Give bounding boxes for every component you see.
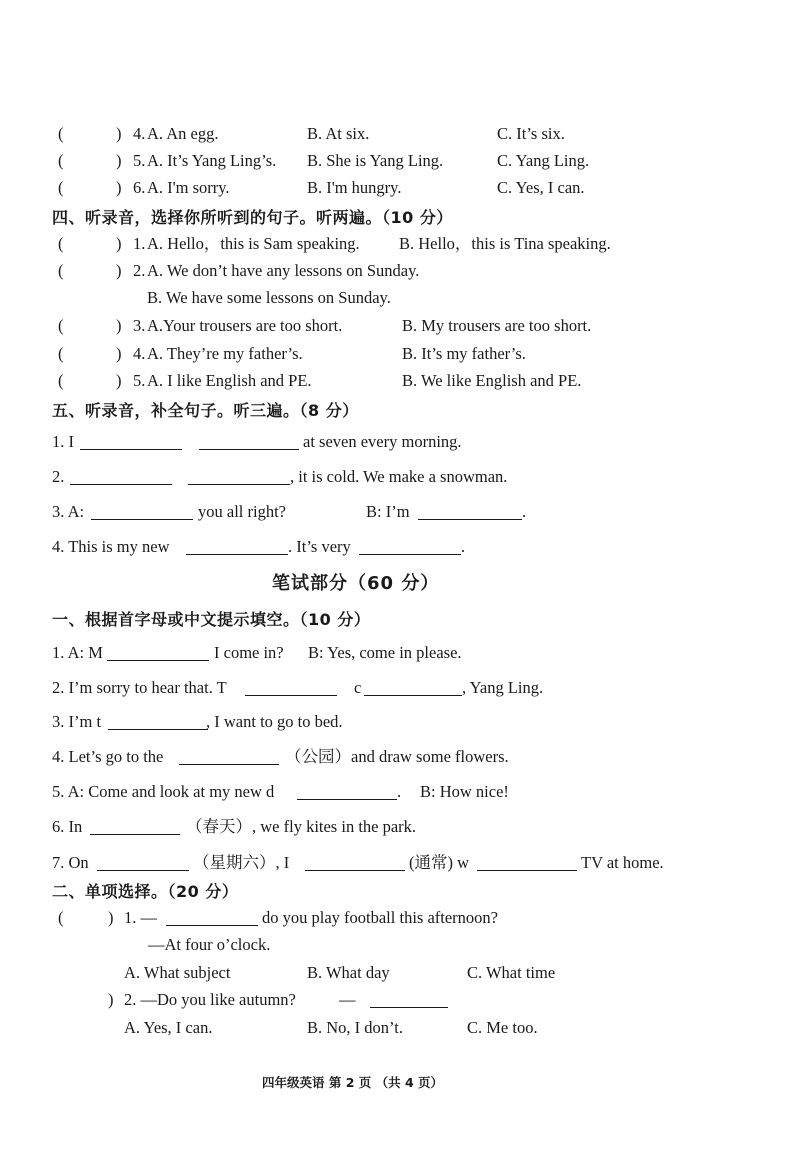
question-number: 5. bbox=[133, 151, 146, 170]
answer-blank[interactable] bbox=[359, 539, 461, 555]
section-heading: 五、听录音，补全句子。听三遍。（8 分） bbox=[52, 401, 359, 420]
answer-paren-close: ) bbox=[116, 316, 122, 335]
section-heading: 四、听录音，选择你所听到的句子。听两遍。（10 分） bbox=[52, 208, 453, 227]
answer-paren-open: ( bbox=[58, 124, 64, 143]
sentence-end: , it is cold. We make a snowman. bbox=[290, 467, 508, 486]
reply-start: B: I’m bbox=[366, 502, 410, 521]
option-b: B. At six. bbox=[307, 124, 370, 143]
sentence-start: 5. A: Come and look at my new d bbox=[52, 782, 275, 801]
section-heading: 二、单项选择。（20 分） bbox=[52, 882, 239, 901]
answer-blank[interactable] bbox=[90, 819, 180, 835]
option-a: A. An egg. bbox=[147, 124, 219, 143]
option-c: C. What time bbox=[467, 963, 556, 982]
option-b: B. Hello，this is Tina speaking. bbox=[399, 234, 611, 253]
question-number: 6. bbox=[133, 178, 146, 197]
answer-blank[interactable] bbox=[166, 910, 258, 926]
answer-paren-close: ) bbox=[108, 908, 114, 927]
sentence-middle: c bbox=[354, 678, 362, 697]
option-c: C. Yes, I can. bbox=[497, 178, 585, 197]
option-b: B. My trousers are too short. bbox=[402, 316, 592, 335]
option-c: C. Me too. bbox=[467, 1018, 538, 1037]
answer-blank[interactable] bbox=[91, 504, 193, 520]
dash: — bbox=[339, 990, 356, 1009]
sentence-start: 2. I’m sorry to hear that. T bbox=[52, 678, 227, 697]
question-number: 4. bbox=[133, 344, 146, 363]
reply: B: How nice! bbox=[420, 782, 509, 801]
part-title: 笔试部分（60 分） bbox=[272, 573, 440, 594]
sentence-middle-2: (通常) w bbox=[409, 853, 470, 872]
question-text: do you play football this afternoon? bbox=[262, 908, 498, 927]
answer-blank[interactable] bbox=[179, 749, 279, 765]
reply: B: Yes, come in please. bbox=[308, 643, 462, 662]
question-number: 1. — bbox=[124, 908, 157, 927]
option-a: A. Hello，this is Sam speaking. bbox=[147, 234, 360, 253]
option-b: B. No, I don’t. bbox=[307, 1018, 403, 1037]
sentence-middle: （星期六）, I bbox=[193, 853, 290, 872]
sentence-end: . bbox=[461, 537, 466, 556]
sentence-start: 4. Let’s go to the bbox=[52, 747, 164, 766]
answer-paren-open: ( bbox=[58, 371, 64, 390]
question-number: 3. bbox=[133, 316, 146, 335]
section-heading: 一、根据首字母或中文提示填空。（10 分） bbox=[52, 610, 371, 629]
answer-paren-close: ) bbox=[116, 178, 122, 197]
answer-paren-close: ) bbox=[116, 234, 122, 253]
question-number: 5. bbox=[133, 371, 146, 390]
option-a: A. I like English and PE. bbox=[147, 371, 312, 390]
option-a: A. They’re my father’s. bbox=[147, 344, 303, 363]
option-a: A. Yes, I can. bbox=[124, 1018, 213, 1037]
answer-paren-open: ( bbox=[58, 151, 64, 170]
answer-paren-close: ) bbox=[116, 151, 122, 170]
sentence-middle: you all right? bbox=[198, 502, 286, 521]
sentence-start: 1. I bbox=[52, 432, 74, 451]
option-b: B. We like English and PE. bbox=[402, 371, 582, 390]
question-number: 2. bbox=[133, 261, 146, 280]
sentence-end: , I want to go to bed. bbox=[206, 712, 343, 731]
option-a: A.Your trousers are too short. bbox=[147, 316, 343, 335]
answer-paren-open: ( bbox=[58, 316, 64, 335]
sentence-end: at seven every morning. bbox=[303, 432, 462, 451]
answer-paren-open: ( bbox=[58, 178, 64, 197]
option-b: B. We have some lessons on Sunday. bbox=[147, 288, 391, 307]
sentence-start: 7. On bbox=[52, 853, 89, 872]
answer-blank[interactable] bbox=[108, 714, 208, 730]
answer-blank[interactable] bbox=[107, 645, 209, 661]
option-b: B. What day bbox=[307, 963, 390, 982]
option-b: B. I'm hungry. bbox=[307, 178, 402, 197]
answer-blank[interactable] bbox=[370, 992, 448, 1008]
question-text: 2. —Do you like autumn? bbox=[124, 990, 296, 1009]
sentence-end: （公园）and draw some flowers. bbox=[285, 747, 509, 766]
answer-paren-open: ( bbox=[58, 908, 64, 927]
option-a: A. What subject bbox=[124, 963, 231, 982]
answer-blank[interactable] bbox=[80, 434, 182, 450]
answer-paren-close: ) bbox=[116, 261, 122, 280]
question-number: 1. bbox=[133, 234, 146, 253]
answer-blank[interactable] bbox=[97, 855, 189, 871]
answer-blank[interactable] bbox=[305, 855, 405, 871]
page-footer: 四年级英语 第 2 页 （共 4 页） bbox=[262, 1075, 444, 1090]
answer-blank[interactable] bbox=[418, 504, 522, 520]
answer-blank[interactable] bbox=[477, 855, 577, 871]
answer-paren-open: ( bbox=[58, 344, 64, 363]
answer-text: —At four o’clock. bbox=[148, 935, 271, 954]
answer-blank[interactable] bbox=[364, 680, 462, 696]
answer-paren-close: ) bbox=[116, 344, 122, 363]
sentence-start: 1. A: M bbox=[52, 643, 103, 662]
answer-blank[interactable] bbox=[245, 680, 337, 696]
sentence-start: 3. A: bbox=[52, 502, 85, 521]
answer-paren-close: ) bbox=[116, 371, 122, 390]
sentence-end: , Yang Ling. bbox=[462, 678, 544, 697]
option-a: A. We don’t have any lessons on Sunday. bbox=[147, 261, 420, 280]
question-number: 4. bbox=[133, 124, 146, 143]
sentence-start: 6. In bbox=[52, 817, 83, 836]
sentence-end: （春天）, we fly kites in the park. bbox=[186, 817, 417, 836]
sentence-middle: . It’s very bbox=[288, 537, 351, 556]
sentence-end: TV at home. bbox=[581, 853, 664, 872]
sentence-middle: . bbox=[397, 782, 402, 801]
sentence-start: 2. bbox=[52, 467, 65, 486]
sentence-start: 4. This is my new bbox=[52, 537, 170, 556]
option-b: B. She is Yang Ling. bbox=[307, 151, 444, 170]
sentence-end: . bbox=[522, 502, 527, 521]
answer-paren-close: ) bbox=[116, 124, 122, 143]
answer-blank[interactable] bbox=[188, 469, 290, 485]
sentence-middle: I come in? bbox=[214, 643, 284, 662]
answer-blank[interactable] bbox=[70, 469, 172, 485]
answer-paren-open: ( bbox=[58, 234, 64, 253]
answer-paren-close: ) bbox=[108, 990, 114, 1009]
answer-blank[interactable] bbox=[297, 784, 397, 800]
option-c: C. It’s six. bbox=[497, 124, 565, 143]
sentence-start: 3. I’m t bbox=[52, 712, 102, 731]
answer-paren-open: ( bbox=[58, 261, 64, 280]
option-a: A. I'm sorry. bbox=[147, 178, 230, 197]
option-b: B. It’s my father’s. bbox=[402, 344, 526, 363]
option-a: A. It’s Yang Ling’s. bbox=[147, 151, 277, 170]
answer-blank[interactable] bbox=[186, 539, 288, 555]
answer-blank[interactable] bbox=[199, 434, 299, 450]
option-c: C. Yang Ling. bbox=[497, 151, 590, 170]
